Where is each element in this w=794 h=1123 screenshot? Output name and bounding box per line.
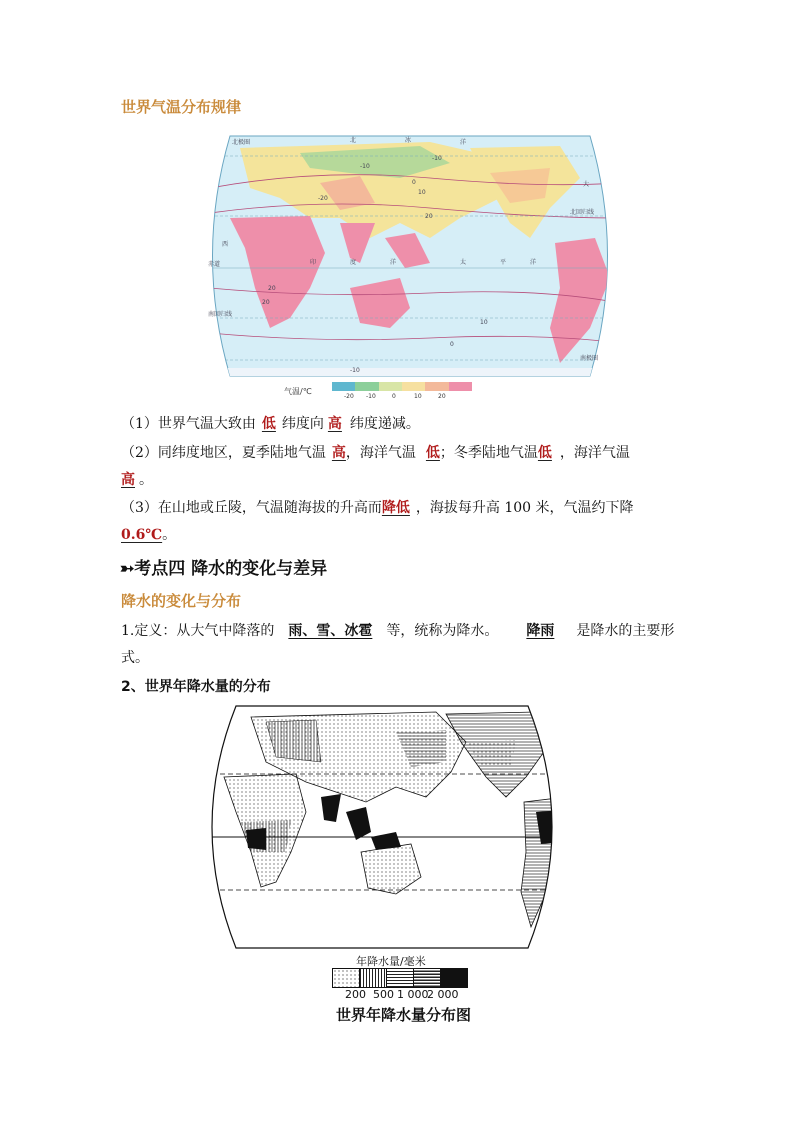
isotherm-label: -10 [360,163,370,170]
label-tropic-cancer: 北回归线 [570,209,595,216]
q2-answer-4: 高 [121,472,135,488]
legend-swatches [332,382,472,391]
label-yang-3: 洋 [530,259,537,266]
sub-heading-2: 2、世界年降水量的分布 [121,679,271,695]
question-2 [121,443,630,463]
temp-legend-swatch-4 [402,382,425,391]
label-tropic-capricorn: 南回归线 [208,311,233,318]
legend-title: 气温/℃ [284,387,312,396]
precip-map-caption: 世界年降水量分布图 [336,1006,472,1024]
isotherm-label: 0 [450,341,454,348]
temp-legend-swatch-1 [332,382,355,391]
question-1 [121,414,420,434]
q1-answer-1: 低 [261,416,276,432]
q1-answer-2: 高 [327,416,342,432]
isotherm-label: -10 [432,155,442,162]
def-answer-1: 雨、雪、冰雹 [288,623,373,639]
q3-suffix: 。 [162,527,177,543]
legend-tick: 20 [438,393,446,400]
label-yin: 印 [310,259,317,266]
legend-tick: 0 [392,393,396,400]
def-suffix-1: 是降水的主要形 [576,623,675,639]
q3-prefix: （3）在山地或丘陵，气温随海拔的升高而 [121,500,382,516]
temp-legend-swatch-2 [355,382,378,391]
label-antarctic-circle: 南极圈 [580,355,599,362]
q2-prefix: （2）同纬度地区，夏季陆地气温 [121,445,326,461]
isotherm-label: 20 [262,299,270,306]
precip-legend-title: 年降水量/毫米 [356,955,426,968]
precip-swatch-2 [360,969,387,987]
label-yang-2: 洋 [390,259,397,266]
topic-4-title: 考点四 降水的变化与差异 [134,559,328,579]
isotherm-label: 10 [418,189,426,196]
precip-swatch-1 [333,969,360,987]
label-equator: 赤道 [208,261,221,268]
q1-mid: 纬度向 [281,416,324,432]
precip-legend-ticks [345,988,475,1002]
q2-mid-2: ；冬季陆地气温 [439,445,538,461]
temperature-legend [284,382,484,408]
label-bei: 北 [350,137,357,144]
definition-line-2: 式。 [121,650,149,666]
q1-prefix: （1）世界气温大致由 [121,416,256,432]
question-3-cont [121,525,176,545]
def-mid: 等，统称为降水。 [386,623,499,639]
q2-answer-1: 高 [331,445,346,461]
isotherm-label: -10 [350,367,360,374]
q3-answer-1: 降低 [381,500,410,516]
def-prefix: 1.定义：从大气中降落的 [121,623,275,639]
temperature-map-svg [200,128,620,384]
label-bing: 冰 [405,137,412,144]
isotherm-label: -20 [318,195,328,202]
topic-4-heading [120,554,327,579]
q2-answer-3: 低 [537,445,552,461]
temp-legend-swatch-3 [379,382,402,391]
isotherm-label: 10 [480,319,488,326]
arrow-icon: ➳ [120,559,135,579]
label-tai: 太 [460,259,467,266]
legend-ticks [332,393,472,403]
q3-mid: ，海拔每升高 100 米，气温约下降 [415,500,634,516]
q2-suffix: 。 [139,472,153,488]
definition-line-1 [121,621,674,641]
precip-tick: 1 000 [397,988,429,1001]
question-3 [121,498,634,518]
precipitation-map-svg [196,702,568,952]
temp-legend-swatch-6 [449,382,472,391]
label-arctic-circle: 北极圈 [232,139,251,146]
label-du: 度 [350,259,357,266]
label-xi: 西 [222,241,229,248]
legend-tick: -10 [366,393,376,400]
precip-swatch-4 [414,969,441,987]
label-ping: 平 [500,259,507,266]
temp-legend-swatch-5 [425,382,448,391]
q2-mid-3: ，海洋气温 [559,445,630,461]
section-heading-temperature: 世界气温分布规律 [121,98,242,116]
precip-swatch-3 [387,969,414,987]
precip-swatch-5 [441,969,467,987]
world-precipitation-map [196,702,568,956]
label-da: 大 [583,181,590,188]
question-2-cont [121,470,153,490]
precip-tick: 2 000 [427,988,459,1001]
section-heading-precipitation: 降水的变化与分布 [121,592,242,610]
precip-legend-swatches [332,968,468,988]
isotherm-label: 0 [412,179,416,186]
def-answer-2: 降雨 [526,623,555,639]
legend-tick: 10 [414,393,422,400]
isotherm-label: 20 [425,213,433,220]
precip-tick: 200 [345,988,366,1001]
q2-answer-2: 低 [425,445,440,461]
world-temperature-map [200,128,620,388]
q2-mid-1: ，海洋气温 [345,445,416,461]
precip-tick: 500 [373,988,394,1001]
q3-answer-2: 0.6℃ [121,527,163,543]
isotherm-label: 20 [268,285,276,292]
label-yang-1: 洋 [460,139,467,146]
legend-tick: -20 [344,393,354,400]
q1-suffix: 纬度递减。 [349,416,420,432]
